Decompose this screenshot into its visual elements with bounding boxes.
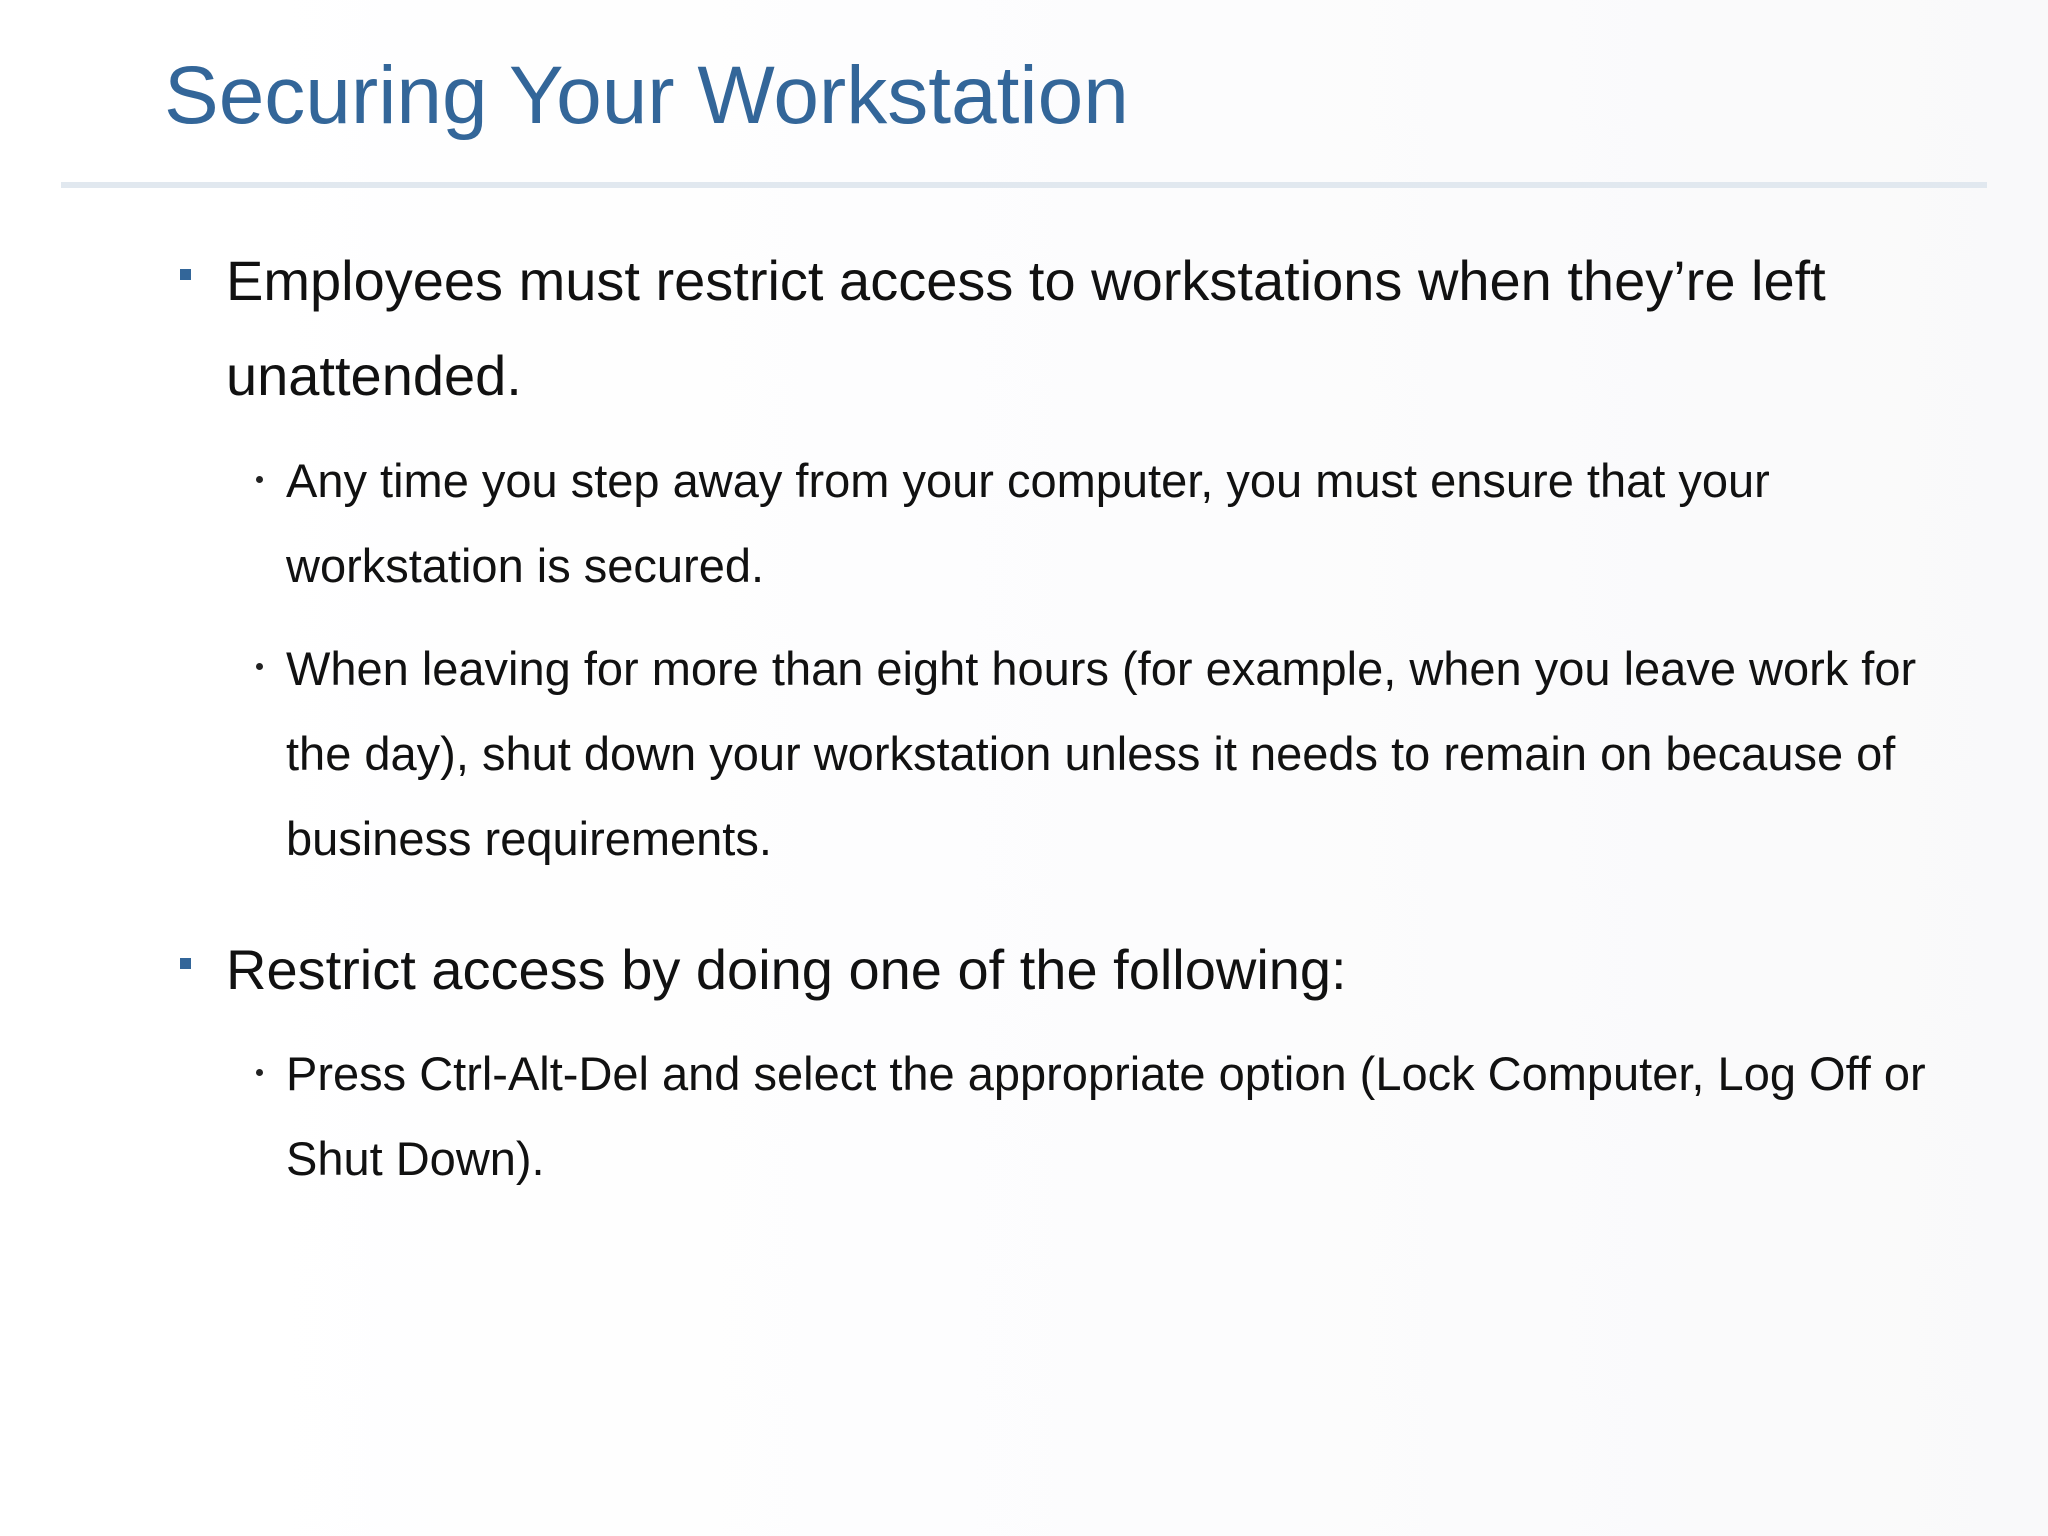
dot-bullet-icon [256,476,263,483]
sub-bullet-1-1: Any time you step away from your computer, you must ensure that your workstation is secured. [286,454,1770,592]
dot-bullet-icon [256,663,263,670]
dot-bullet-icon [256,1069,263,1076]
title-divider [61,182,1987,188]
bullet-point-1: Employees must restrict access to workstations when they’re left unattended. [226,249,1826,407]
slide-title: Securing Your Workstation [164,50,1129,141]
square-bullet-icon [180,958,191,969]
sub-bullet-2-1: Press Ctrl-Alt-Del and select the appropriate option (Lock Computer, Log Off or Shut Down). [286,1047,1926,1185]
square-bullet-icon [180,269,191,280]
bullet-point-2: Restrict access by doing one of the following: [226,938,1347,1001]
sub-bullet-1-2: When leaving for more than eight hours (for example, when you leave work for the day), shut down your workstation unless it needs to remain on because of business requirements. [286,642,1917,865]
